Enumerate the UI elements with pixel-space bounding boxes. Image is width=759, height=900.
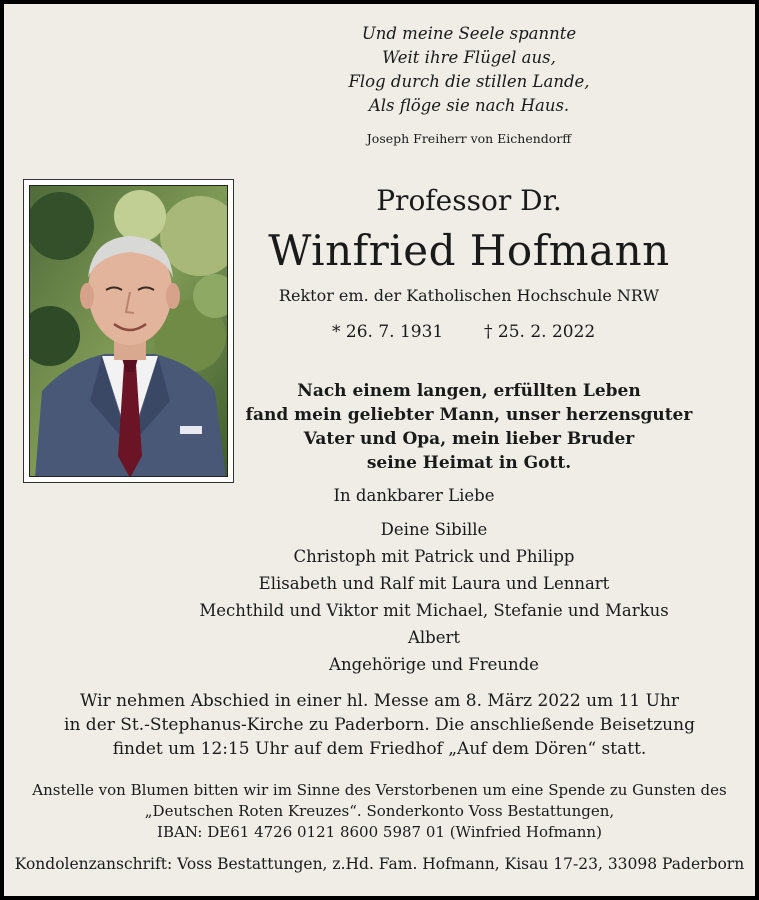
mourner-line: Albert <box>407 628 461 647</box>
donation-info <box>4 780 755 843</box>
obituary-card <box>4 4 755 896</box>
academic-title: Professor Dr. <box>376 184 562 217</box>
mourners-intro: In dankbarer Liebe <box>333 486 495 505</box>
mourner-line: Angehörige und Freunde <box>329 655 539 674</box>
message-line: fand mein geliebter Mann, unser herzensguter <box>245 405 693 425</box>
service-line: in der St.-Stephanus-Kirche zu Paderborn. Die anschließende Beisetzung <box>64 715 695 735</box>
mourner-line: Elisabeth und Ralf mit Laura und Lennart <box>258 574 610 593</box>
obituary-message <box>244 379 694 475</box>
mourners-list <box>124 516 744 678</box>
mourner-line: Deine Sibille <box>380 520 488 539</box>
poem-line: Flog durch die stillen Lande, <box>348 72 590 91</box>
message-line: Vater und Opa, mein lieber Bruder <box>303 429 635 449</box>
donation-line: Anstelle von Blumen bitten wir im Sinne des Verstorbenen um eine Spende zu Gunsten des <box>32 781 727 799</box>
deceased-position: Rektor em. der Katholischen Hochschule NRW <box>278 286 660 305</box>
deceased-name: Winfried Hofmann <box>268 226 670 275</box>
poem <box>244 22 694 118</box>
poem-line: Und meine Seele spannte <box>361 24 577 43</box>
portrait-photo <box>23 179 234 483</box>
poem-author: Joseph Freiherr von Eichendorff <box>366 131 572 146</box>
service-line: Wir nehmen Abschied in einer hl. Messe am 8. März 2022 um 11 Uhr <box>79 691 680 711</box>
poem-line: Als flöge sie nach Haus. <box>368 96 570 115</box>
death-date: † 25. 2. 2022 <box>484 322 596 342</box>
condolence-address: Kondolenzanschrift: Voss Bestattungen, z.Hd. Fam. Hofmann, Kisau 17-23, 33098 Paderborn <box>14 855 745 873</box>
message-line: seine Heimat in Gott. <box>366 453 572 473</box>
birth-date: * 26. 7. 1931 <box>332 322 444 342</box>
service-info <box>4 689 755 761</box>
mourner-line: Christoph mit Patrick und Philipp <box>293 547 575 566</box>
portrait-image <box>29 185 228 477</box>
portrait-illustration <box>30 186 228 477</box>
service-line: findet um 12:15 Uhr auf dem Friedhof „Auf dem Dören“ statt. <box>112 739 647 759</box>
donation-line: IBAN: DE61 4726 0121 8600 5987 01 (Winfried Hofmann) <box>157 823 602 841</box>
message-line: Nach einem langen, erfüllten Leben <box>297 381 641 401</box>
mourner-line: Mechthild und Viktor mit Michael, Stefanie und Markus <box>199 601 669 620</box>
donation-line: „Deutschen Roten Kreuzes“. Sonderkonto Voss Bestattungen, <box>144 802 615 820</box>
poem-line: Weit ihre Flügel aus, <box>382 48 556 67</box>
